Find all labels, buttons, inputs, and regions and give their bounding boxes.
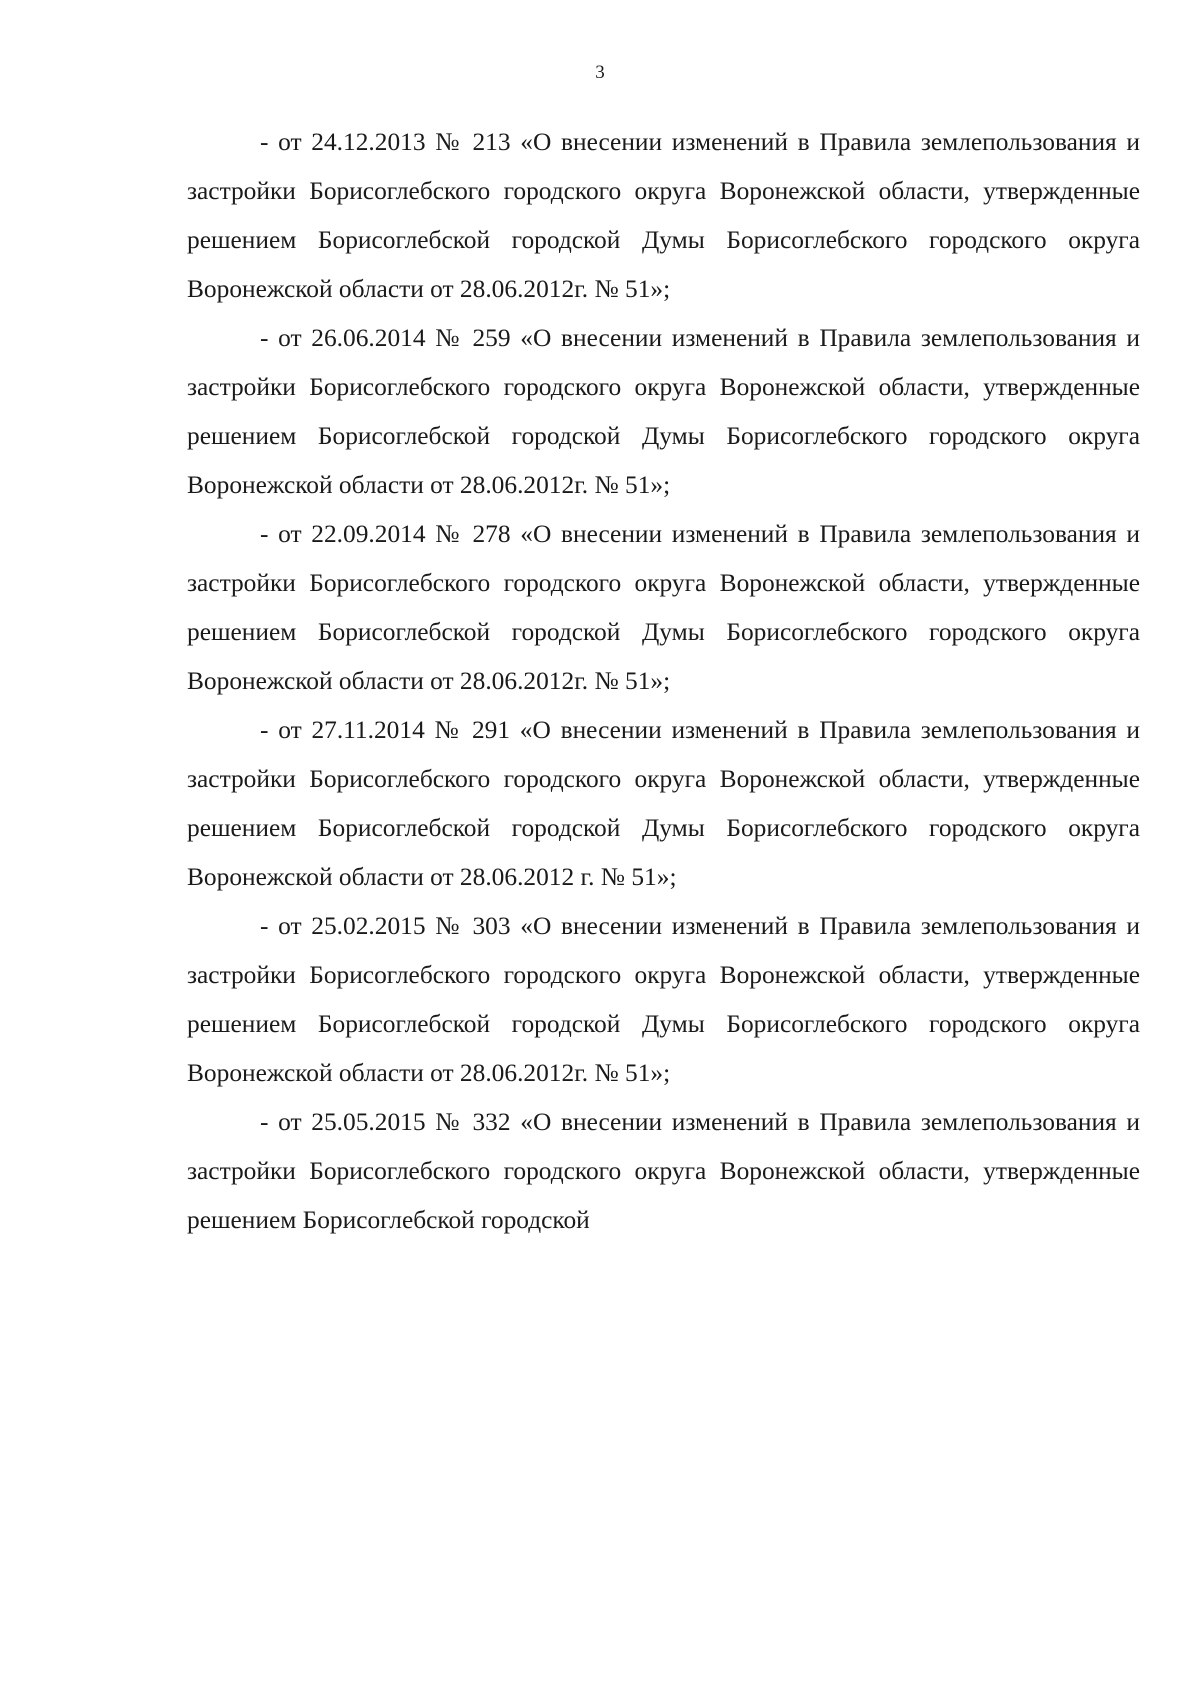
- list-item-decision-259: - от 26.06.2014 № 259 «О внесении изменений в Правила землепользования и застройки Борисоглебского городского округа Воронежской области, утвержденные решением Борисоглебской городской Думы Борисоглебского городского округа Воронежской области от 28.06.2012г. № 51»;: [187, 324, 1140, 499]
- page-number: 3: [595, 62, 605, 83]
- list-item-decision-332: - от 25.05.2015 № 332 «О внесении изменений в Правила землепользования и застройки Борисоглебского городского округа Воронежской области, утвержденные решением Борисоглебской городской: [187, 1108, 1140, 1234]
- list-item-decision-303: - от 25.02.2015 № 303 «О внесении изменений в Правила землепользования и застройки Борисоглебского городского округа Воронежской области, утвержденные решением Борисоглебской городской Думы Борисоглебского городского округа Воронежской области от 28.06.2012г. № 51»;: [187, 912, 1140, 1087]
- list-item-decision-278: - от 22.09.2014 № 278 «О внесении изменений в Правила землепользования и застройки Борисоглебского городского округа Воронежской области, утвержденные решением Борисоглебской городской Думы Борисоглебского городского округа Воронежской области от 28.06.2012г. № 51»;: [187, 520, 1140, 695]
- list-item-decision-291: - от 27.11.2014 № 291 «О внесении изменений в Правила землепользования и застройки Борисоглебского городского округа Воронежской области, утвержденные решением Борисоглебской городской Думы Борисоглебского городского округа Воронежской области от 28.06.2012 г. № 51»;: [187, 716, 1140, 891]
- document-body: [187, 118, 1140, 1245]
- list-item-decision-213: - от 24.12.2013 № 213 «О внесении изменений в Правила землепользования и застройки Борисоглебского городского округа Воронежской области, утвержденные решением Борисоглебской городской Думы Борисоглебского городского округа Воронежской области от 28.06.2012г. № 51»;: [187, 128, 1140, 303]
